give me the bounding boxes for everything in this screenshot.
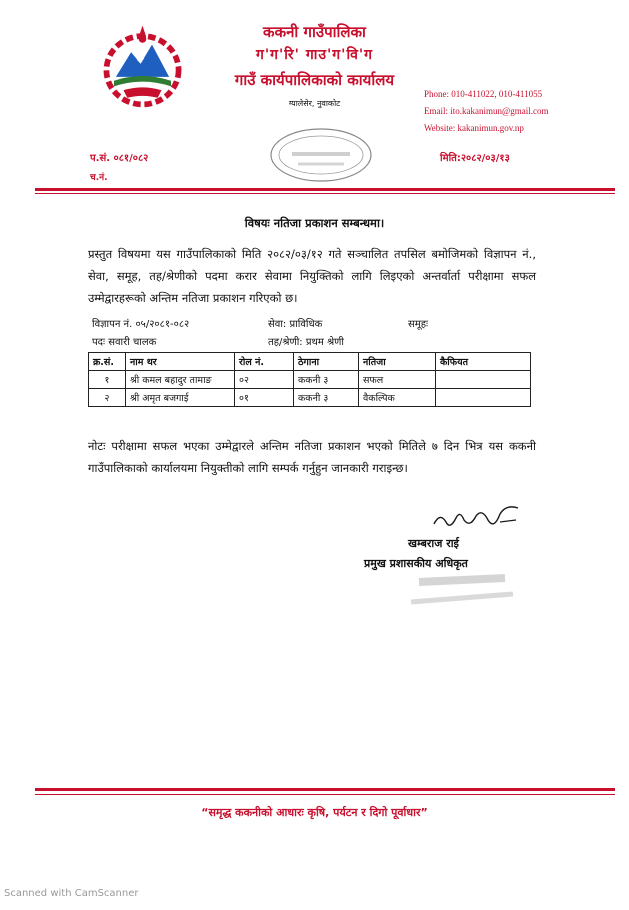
footer-slogan: “समृद्ध ककनीको आधारः कृषि, पर्यटन र दिगो पूर्वाधार” — [201, 806, 428, 819]
col-header-name: नाम थर — [126, 353, 235, 371]
phone-text: Phone: 010-411022, 010-411055 — [424, 89, 543, 99]
footer-divider — [35, 788, 615, 791]
cell-result: वैकल्पिक — [359, 389, 436, 407]
cell-sn: २ — [89, 389, 126, 407]
address-line-1: ग्यालेसेर, नुवाकोट — [288, 99, 341, 108]
col-header-sn: क्र.सं. — [89, 353, 126, 371]
cell-remarks — [436, 389, 531, 407]
cell-name: श्री कमल बहादुर तामाङ — [126, 371, 235, 389]
dispatch-number: च.नं. — [90, 173, 108, 183]
subject-line: विषयः नतिजा प्रकाशन सम्बन्धमा। — [244, 216, 385, 230]
cell-address: ककनी ३ — [294, 389, 359, 407]
service-field: सेवा: प्राविधिक — [268, 319, 323, 330]
post-field: पदः सवारी चालक — [92, 337, 157, 348]
cell-roll: ०१ — [235, 389, 294, 407]
letter-date: मिति:२०८२/०३/१३ — [440, 153, 510, 164]
table-header-row — [89, 353, 531, 371]
header-divider-thin — [35, 193, 615, 194]
body-paragraph: प्रस्तुत विषयमा यस गाउँपालिकाको मिति २०८२/०३/१२ गते सञ्चालित तपसिल बमोजिमको विज्ञापन नं., सेवा, समूह, तह/श्रेणीको पदमा करार सेवामा नियुक्तिको लागि लिइएको अन्तर्वार्ता परीक्षामा सफल उम्मेद्वारहरूको अन्तिम नतिजा प्रकाशन गरिएको छ। — [88, 247, 536, 305]
footer-divider-thin — [35, 794, 615, 795]
reference-number: प.सं. ०८१/०८२ — [90, 153, 149, 164]
note-paragraph: नोटः परीक्षामा सफल भएका उम्मेद्वारले अन्तिम नतिजा प्रकाशन भएको मितिले ७ दिन भित्र यस ककनी गाउँपालिकाको कार्यालयमा नियुक्तीको लागि सम्पर्क गर्नुहुन जानकारी गराइन्छ। — [88, 439, 536, 475]
contact-block — [424, 86, 549, 137]
cell-roll: ०२ — [235, 371, 294, 389]
col-header-remarks: कैफियत — [436, 353, 531, 371]
results-table — [88, 352, 531, 407]
cell-remarks — [436, 371, 531, 389]
col-header-roll: रोल नं. — [235, 353, 294, 371]
col-header-address: ठेगाना — [294, 353, 359, 371]
header-divider — [35, 188, 615, 191]
table-row — [89, 371, 531, 389]
municipality-name: ककनी गाउँपालिका — [263, 23, 366, 41]
email-text: Email: ito.kakanimun@gmail.com — [424, 106, 549, 116]
advertisement-number: विज्ञापन नं. ०५/२०८१-०८२ — [92, 319, 190, 330]
signatory-stamp-icon — [405, 572, 525, 614]
website-text: Website: kakanimun.gov.np — [424, 123, 524, 133]
cell-result: सफल — [359, 371, 436, 389]
level-field: तह/श्रेणी: प्रथम श्रेणी — [268, 337, 344, 348]
cell-address: ककनी ३ — [294, 371, 359, 389]
signatory-title: प्रमुख प्रशासकीय अधिकृत — [364, 557, 468, 570]
signature-image — [430, 500, 522, 534]
group-field: समूहः — [408, 319, 429, 330]
office-name: गाउँ कार्यपालिकाको कार्यालय — [234, 71, 395, 89]
scanner-watermark: Scanned with CamScanner — [4, 888, 139, 899]
municipality-name-newari: ग'ग'रि' गाउ'ग'वि'ग — [255, 47, 374, 63]
signatory-name: खम्बराज राई — [408, 537, 459, 550]
table-row — [89, 389, 531, 407]
office-stamp-icon — [262, 120, 380, 190]
cell-sn: १ — [89, 371, 126, 389]
cell-name: श्री अमृत बजगाई — [126, 389, 235, 407]
col-header-result: नतिजा — [359, 353, 436, 371]
